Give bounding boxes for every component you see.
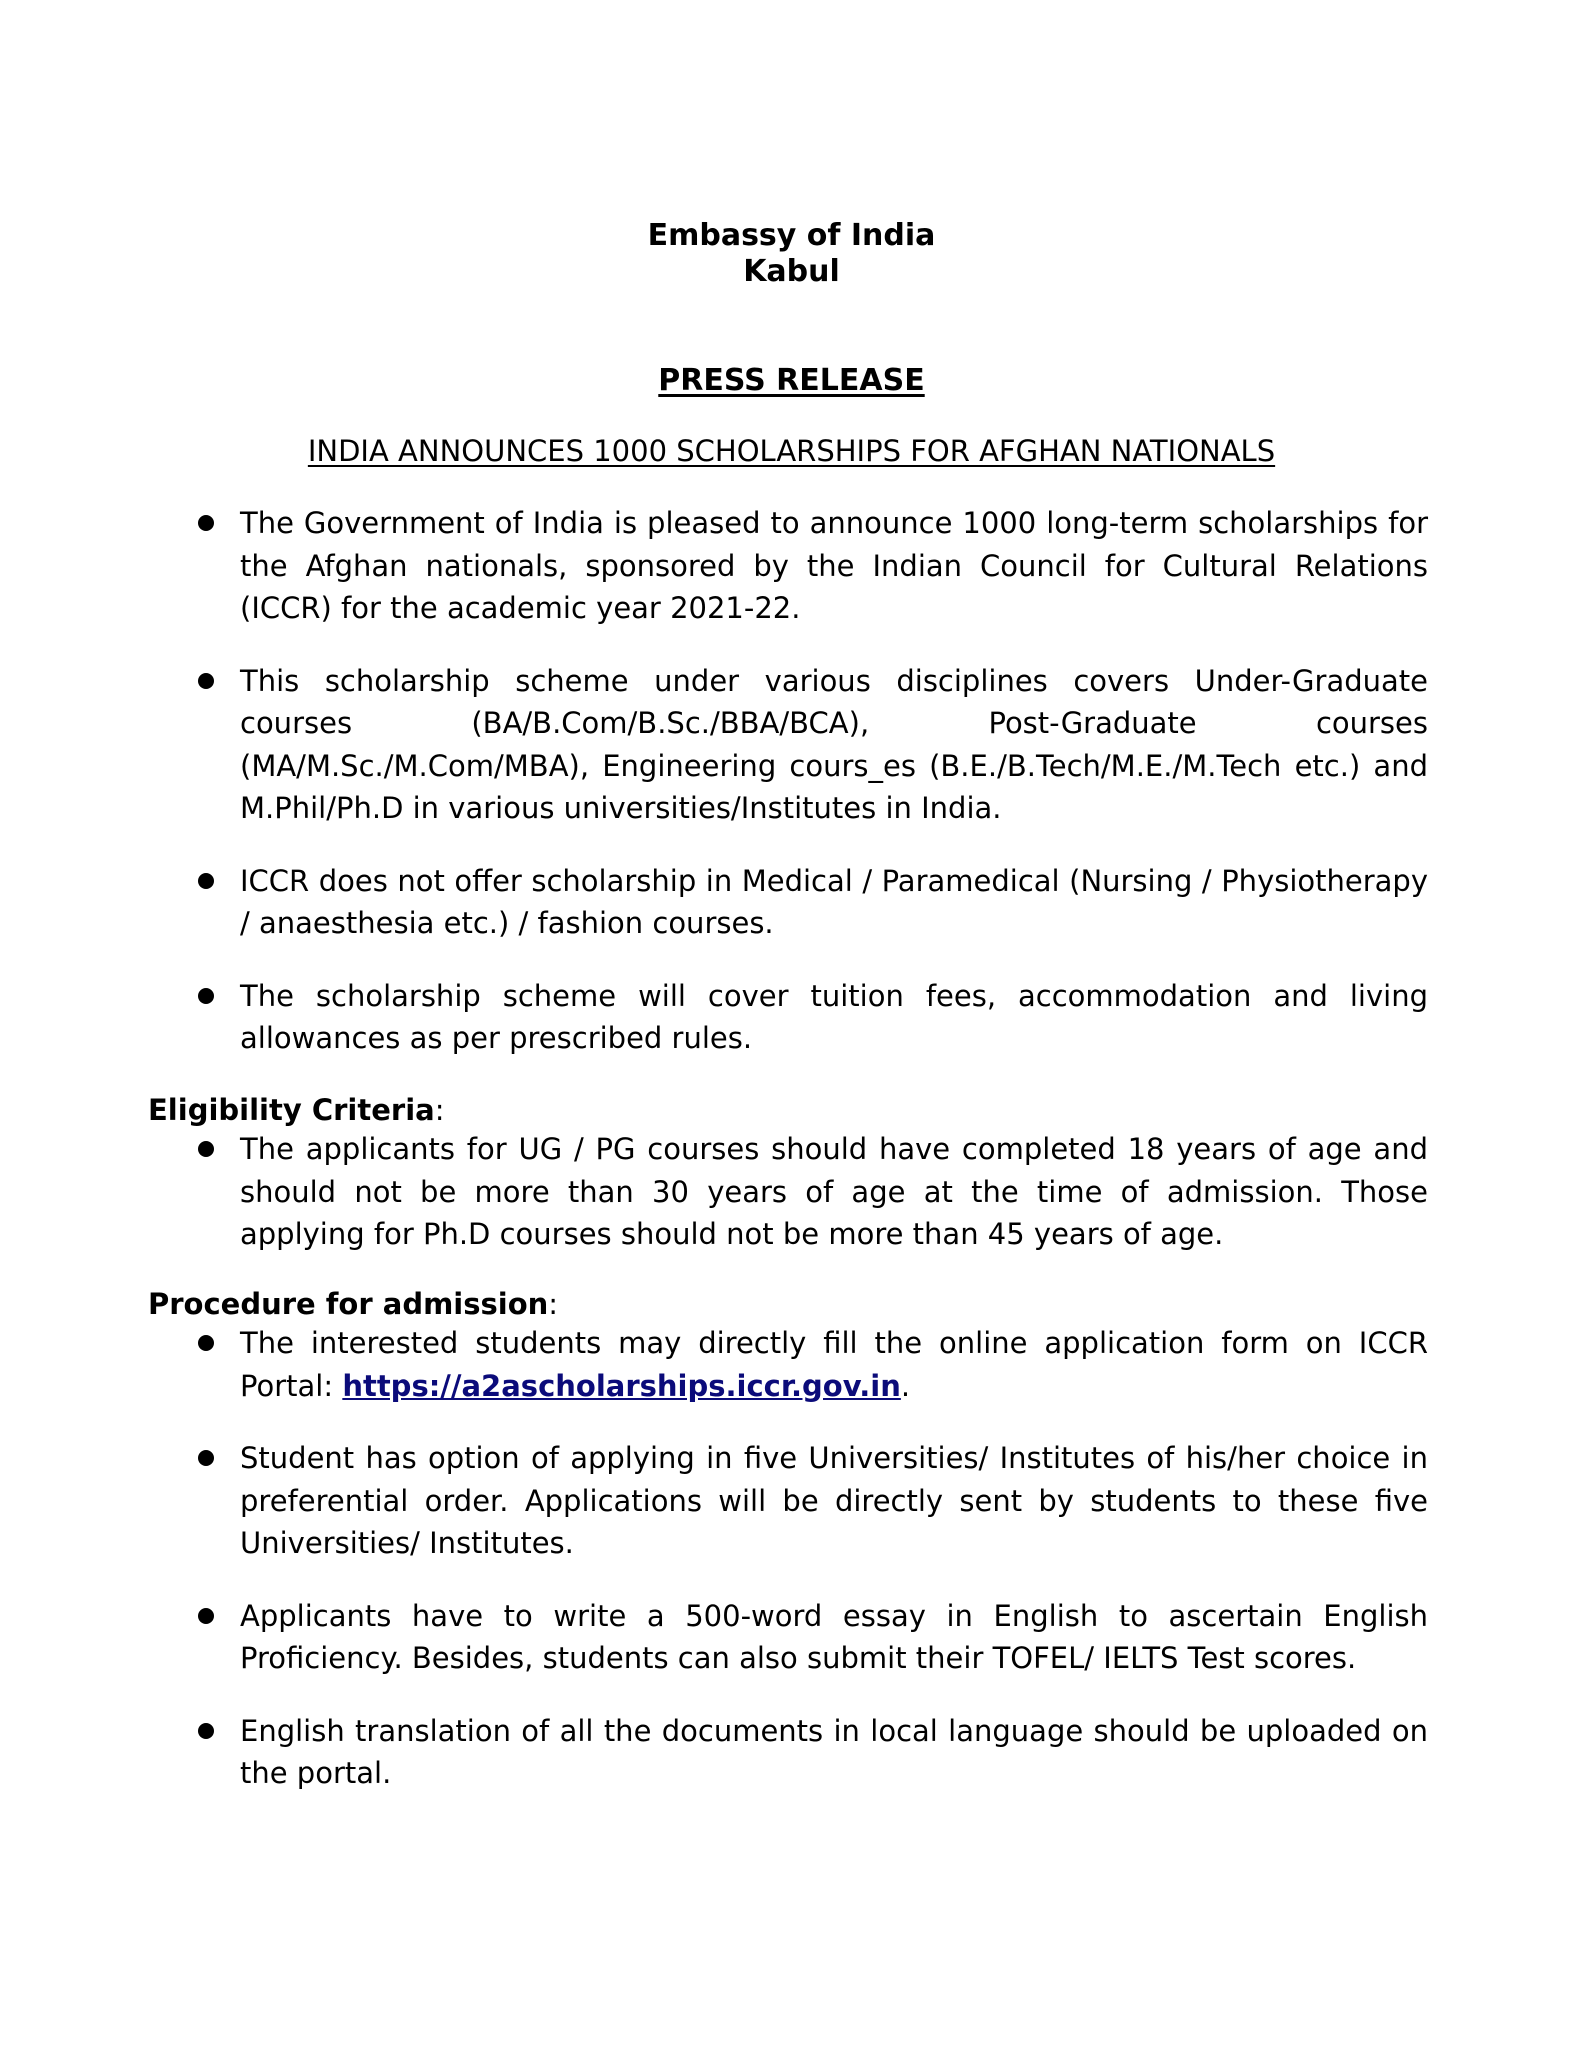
eligibility-heading: Eligibility Criteria: [148, 1093, 445, 1127]
list-item [148, 1437, 1428, 1565]
bullet-text: The interested students may directly fill the online application form on ICCR Portal: [240, 1326, 1428, 1403]
bullet-text: The Government of India is pleased to announce 1000 long-term scholarships for the Afghan nationals, sponsored by the Indian Council for Cultural Relations (ICCR) for the academic year 2021-22. [240, 506, 1428, 625]
eligibility-bullet-list [148, 1128, 1428, 1256]
bullet-text: The scholarship scheme will cover tuition fees, accommodation and living allowances as per prescribed rules. [240, 978, 1428, 1055]
organization-name: Embassy of India [647, 218, 936, 253]
procedure-heading: Procedure for admission: [148, 1287, 559, 1321]
bullet-icon [198, 1608, 214, 1624]
press-release-title: PRESS RELEASE [658, 363, 925, 398]
organization-city: Kabul [743, 254, 840, 289]
bullet-text: Applicants have to write a 500-word essay in English to ascertain English Proficiency. Besides, students can also submit their TOFEL/ IELTS Test scores. [240, 1598, 1428, 1675]
bullet-icon [198, 1335, 214, 1351]
procedure-bullet-list [148, 1322, 1428, 1795]
bullet-text: This scholarship scheme under various disciplines covers Under-Graduate courses (BA/B.Com/B.Sc./BBA/BCA), Post-Graduate courses (MA/M.Sc./M.Com/MBA), Engineering cours_es (B.E./B.Tech/M.E./M.Tech etc.) and M.Phil/Ph.D in various universities/Institutes in India. [240, 663, 1428, 825]
eligibility-section [148, 1092, 1428, 1286]
bullet-icon [198, 515, 214, 531]
list-item [148, 502, 1428, 630]
bullet-text: The applicants for UG / PG courses should have completed 18 years of age and should not be more than 30 years of age at the time of admission. Those applying for Ph.D courses should not be more than 45 years of age. [240, 1132, 1428, 1251]
list-item [148, 660, 1428, 830]
bullet-icon [198, 673, 214, 689]
list-item [148, 1128, 1428, 1256]
bullet-icon [198, 1723, 214, 1739]
procedure-section [148, 1286, 1428, 1825]
announcement-title: INDIA ANNOUNCES 1000 SCHOLARSHIPS FOR AFGHAN NATIONALS [307, 434, 1276, 468]
bullet-icon [198, 873, 214, 889]
iccr-portal-link[interactable]: https://a2ascholarships.iccr.gov.in [342, 1368, 901, 1403]
list-item [148, 1322, 1428, 1407]
bullet-text: ICCR does not offer scholarship in Medical / Paramedical (Nursing / Physiotherapy / anaesthesia etc.) / fashion courses. [240, 863, 1428, 940]
list-item [148, 860, 1428, 945]
intro-bullet-list [148, 502, 1428, 1060]
list-item [148, 1595, 1428, 1680]
list-item [148, 1710, 1428, 1795]
bullet-icon [198, 988, 214, 1004]
list-item [148, 975, 1428, 1060]
bullet-text: English translation of all the documents in local language should be uploaded on the portal. [240, 1713, 1428, 1790]
bullet-icon [198, 1141, 214, 1157]
bullet-text: Student has option of applying in five Universities/ Institutes of his/her choice in preferential order. Applications will be directly sent by students to these five Universities/ Institutes. [240, 1441, 1428, 1560]
bullet-text-end: . [900, 1368, 911, 1403]
bullet-icon [198, 1450, 214, 1466]
intro-section [148, 502, 1428, 1090]
